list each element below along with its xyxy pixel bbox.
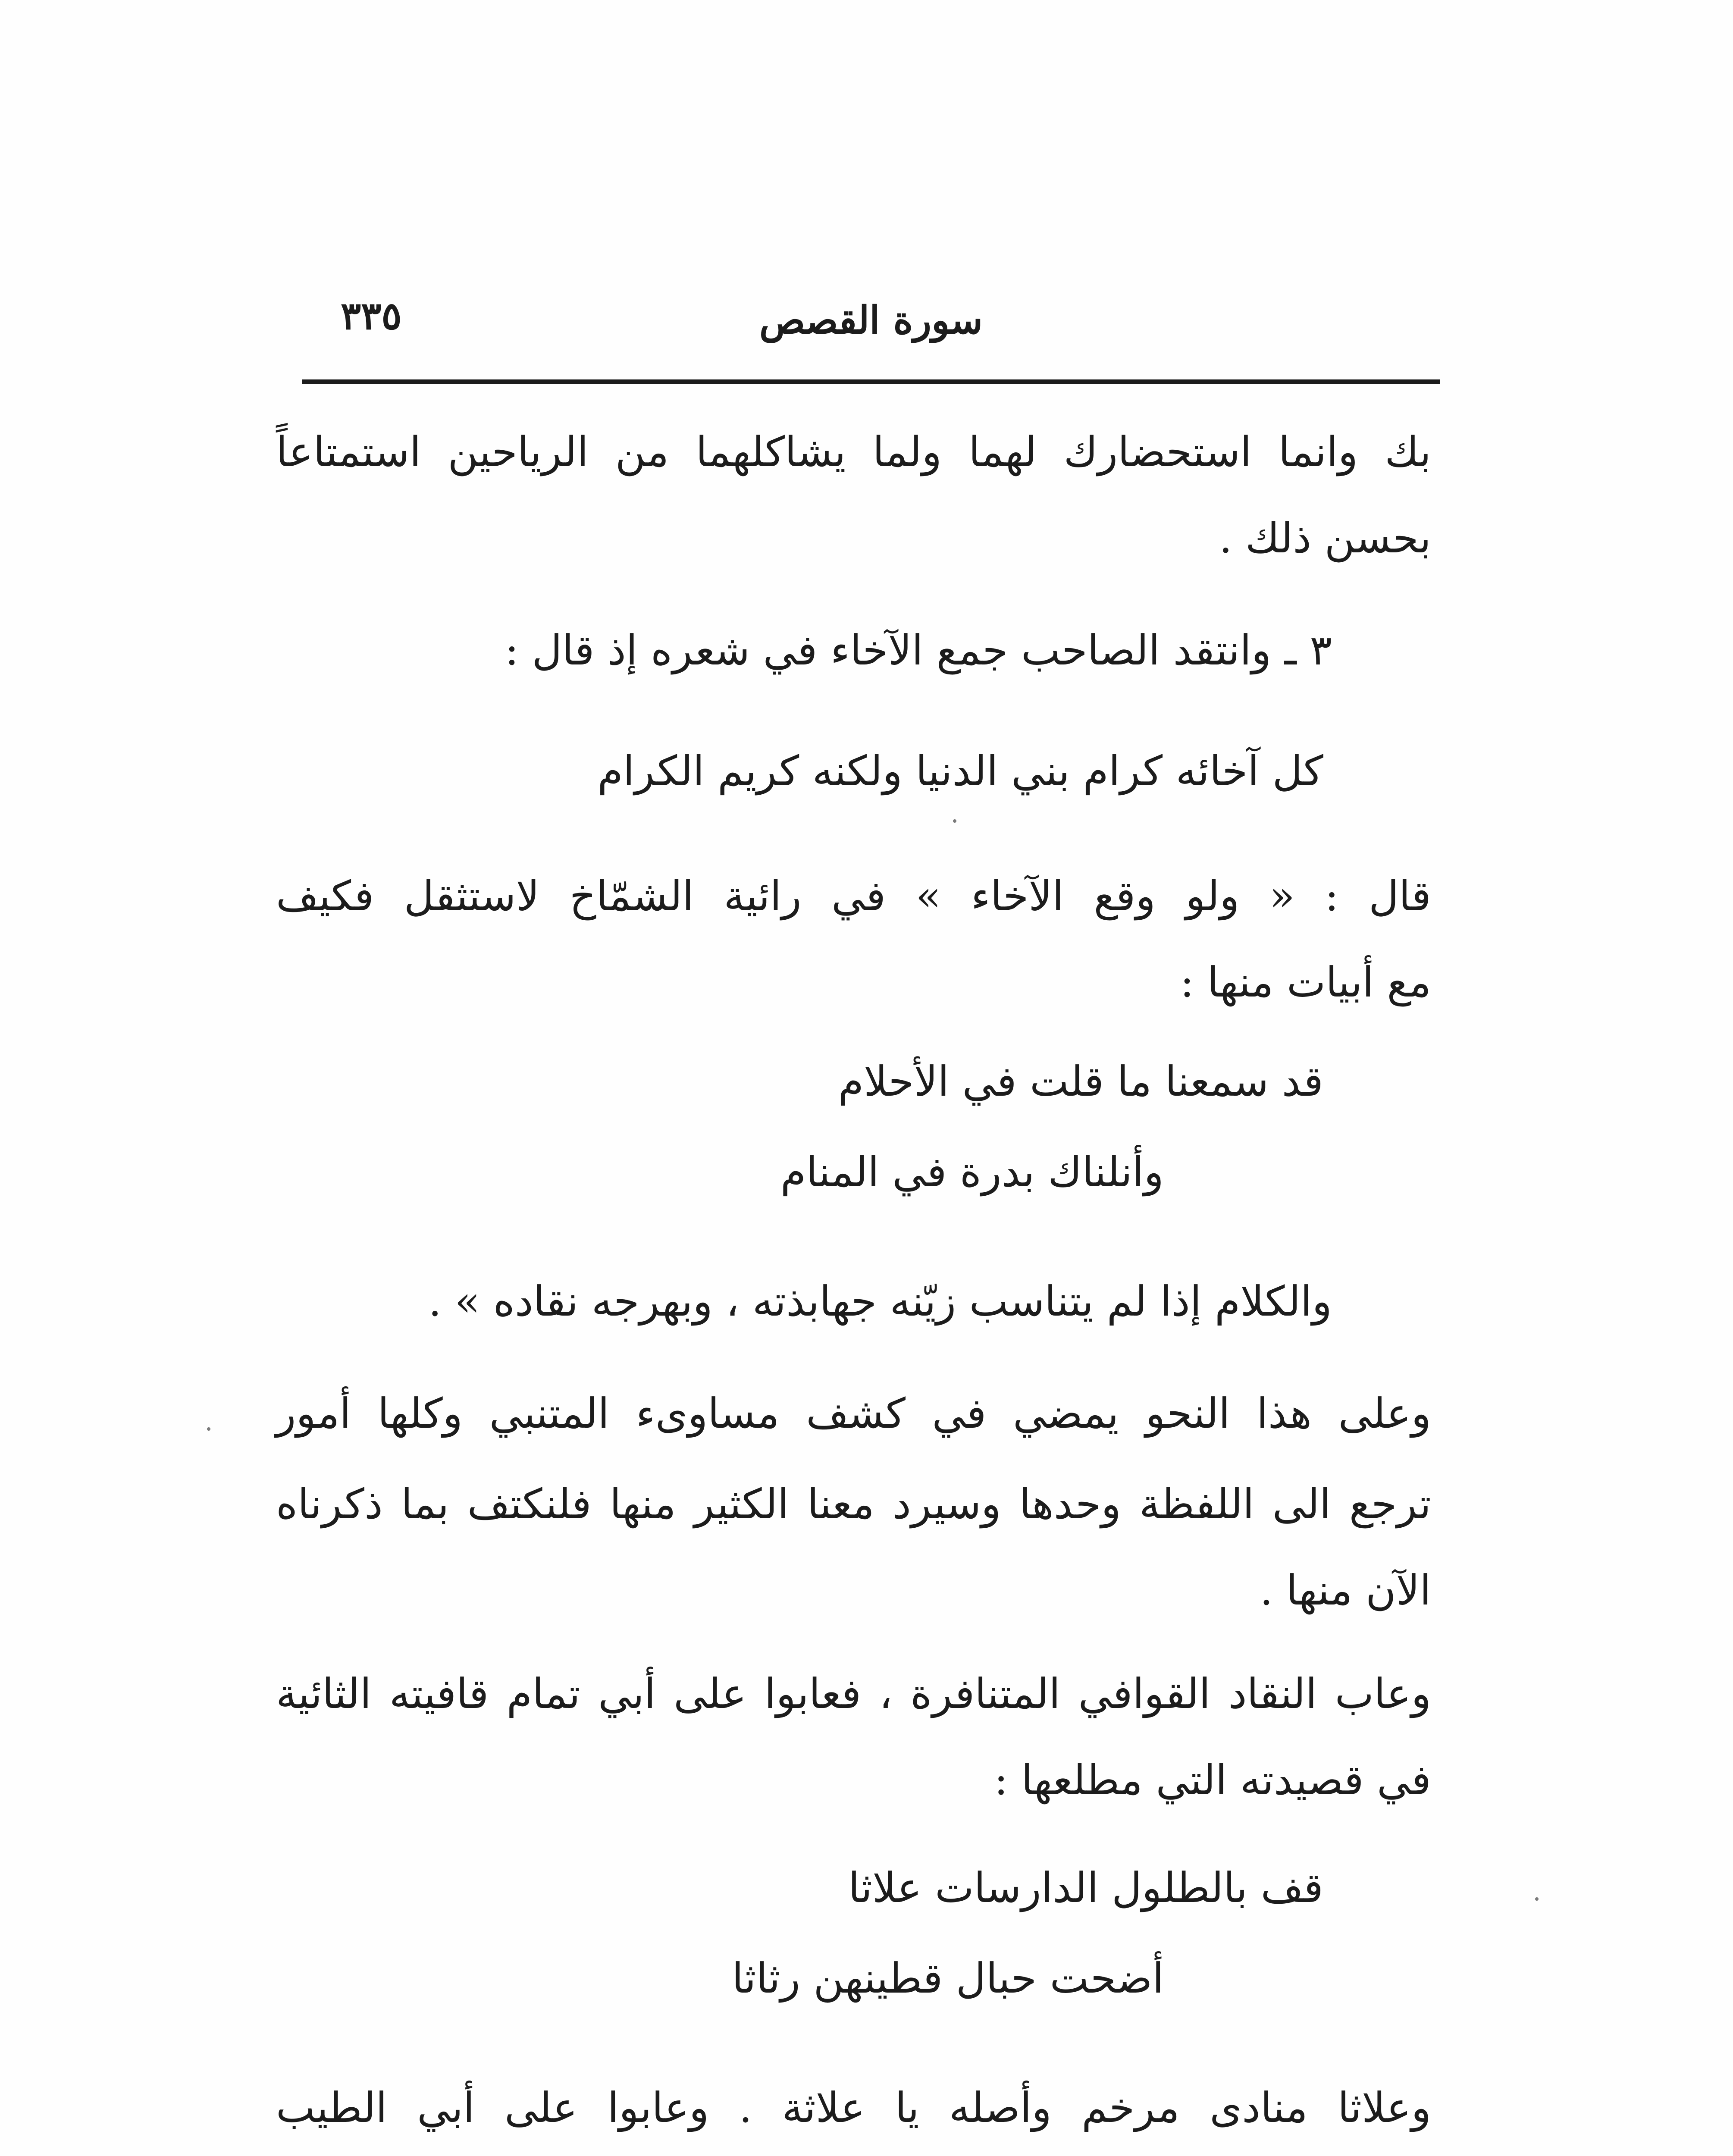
- body-text-line: الآن منها .: [1260, 1566, 1431, 1614]
- body-text-line: ترجع الى اللفظة وحدها وسيرد معنا الكثير منها فلنكتف بما ذكرناه: [276, 1480, 1431, 1528]
- verse-hemistich: وأنلناك بدرة في المنام: [780, 1148, 1164, 1196]
- running-title: سورة القصص: [759, 298, 983, 342]
- paper-speck: [207, 1427, 210, 1431]
- body-text-line: قال : « ولو وقع الآخاء » في رائية الشمّاخ لاستثقل فكيف: [276, 872, 1431, 920]
- body-text-line: والكلام إذا لم يتناسب زيّنه جهابذته ، وبهرجه نقاده » .: [428, 1277, 1332, 1326]
- body-text-line: وعاب النقاد القوافي المتنافرة ، فعابوا على أبي تمام قافيته الثائية: [276, 1670, 1431, 1718]
- body-text-line: ٣ ـ وانتقد الصاحب جمع الآخاء في شعره إذ قال :: [505, 626, 1332, 674]
- body-text-line: في قصيدته التي مطلعها :: [994, 1756, 1431, 1804]
- verse-hemistich: قد سمعنا ما قلت في الأحلام: [838, 1057, 1323, 1106]
- paper-speck: [953, 819, 956, 823]
- verse-line: كل آخائه كرام بني الدنيا ولكنه كريم الكرام: [597, 747, 1323, 795]
- body-text-line: بك وانما استحضارك لهما ولما يشاكلهما من الرياحين استمتاعاً: [276, 428, 1431, 476]
- body-text-line: وعلاثا منادى مرخم وأصله يا علاثة . وعابوا على أبي الطيب: [276, 2084, 1431, 2132]
- page-number: ٣٣٥: [341, 293, 402, 338]
- page-header: [302, 276, 1440, 362]
- body-text-line: وعلى هذا النحو يمضي في كشف مساوىء المتنبي وكلها أمور: [276, 1389, 1431, 1438]
- verse-hemistich: قف بالطلول الدارسات علاثا: [848, 1864, 1323, 1912]
- paper-speck: [1535, 1897, 1539, 1901]
- verse-hemistich: أضحت حبال قطينهن رثاثا: [732, 1954, 1164, 2002]
- header-divider: [302, 379, 1440, 384]
- body-text-line: مع أبيات منها :: [1180, 958, 1431, 1006]
- body-text-line: بحسن ذلك .: [1219, 514, 1431, 562]
